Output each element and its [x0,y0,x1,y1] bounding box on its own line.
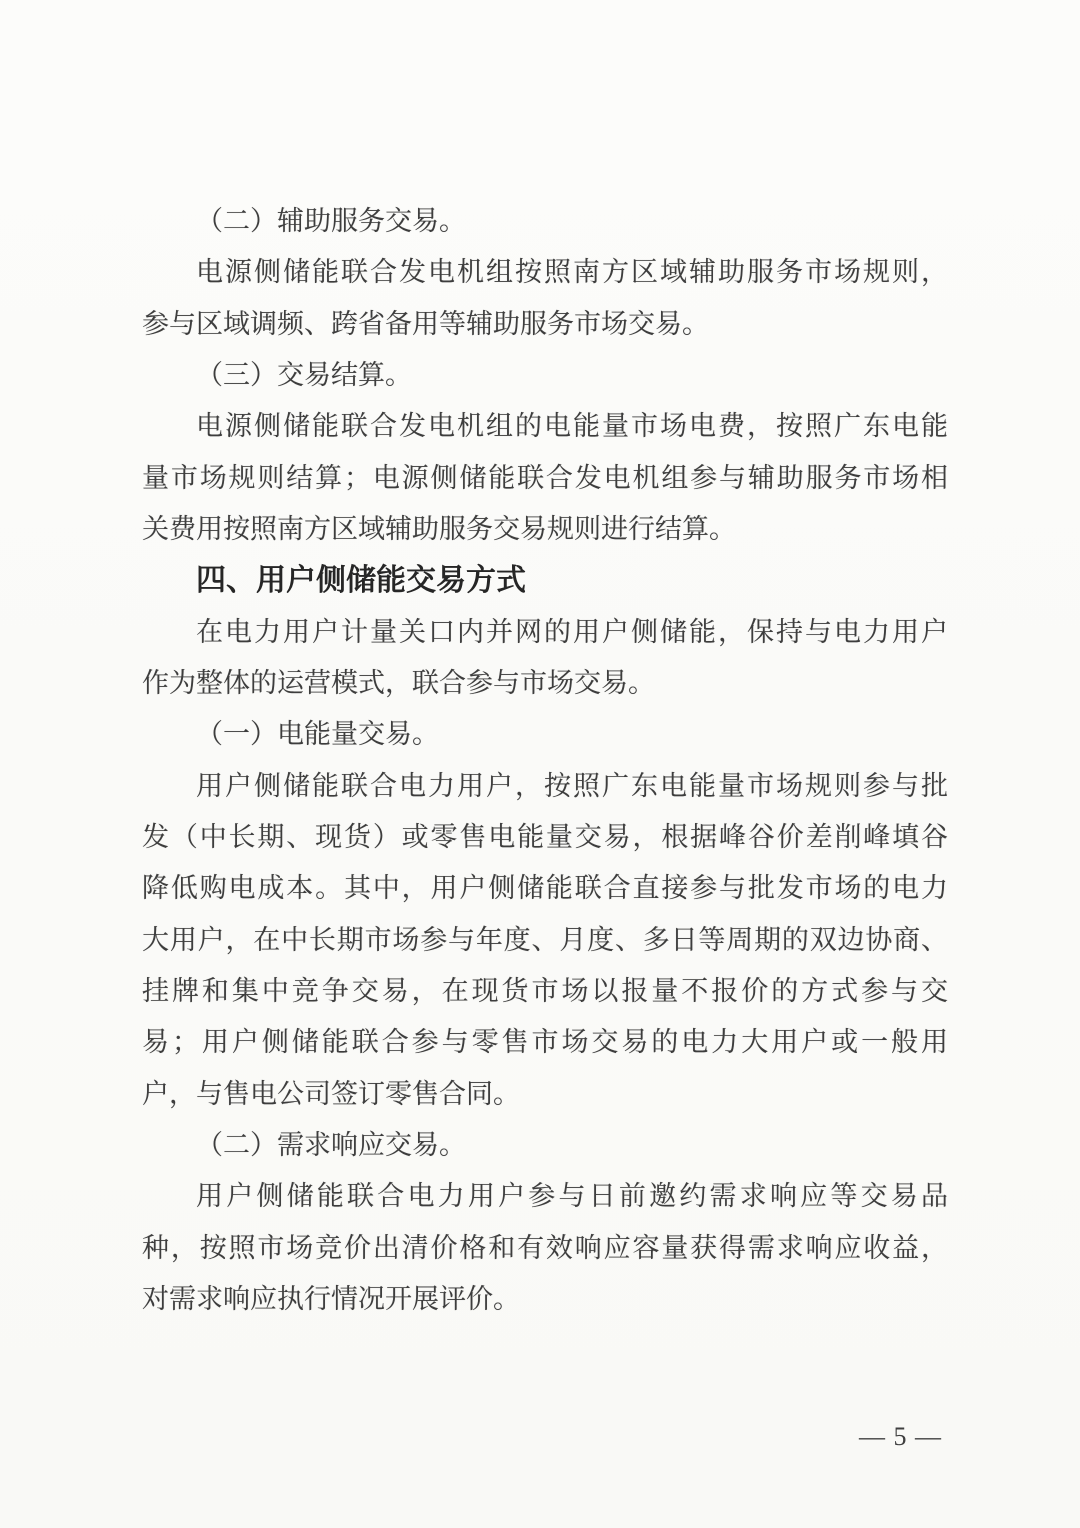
document-line: （一）电能量交易。 [196,719,439,750]
document-line: 量市场规则结算；电源侧储能联合发电机组参与辅助服务市场相 [142,462,948,493]
document-line: 对需求响应执行情况开展评价。 [142,1283,520,1314]
document-line: 发（中长期、现货）或零售电能量交易，根据峰谷价差削峰填谷 [142,821,948,852]
document-line: 降低购电成本。其中，用户侧储能联合直接参与批发市场的电力 [142,873,948,904]
document-line: 关费用按照南方区域辅助服务交易规则进行结算。 [142,513,736,544]
document-line: 作为整体的运营模式，联合参与市场交易。 [142,667,655,698]
document-line: 户，与售电公司签订零售合同。 [142,1078,520,1109]
document-line: （二）辅助服务交易。 [196,206,466,236]
document-line: （三）交易结算。 [196,359,412,390]
document-line: 易；用户侧储能联合参与零售市场交易的电力大用户或一般用 [142,1027,948,1058]
document-line: 参与区域调频、跨省备用等辅助服务市场交易。 [142,308,709,339]
page-number: — 5 — [859,1422,942,1451]
section-heading: 四、用户侧储能交易方式 [196,564,526,598]
document-line: 挂牌和集中竞争交易，在现货市场以报量不报价的方式参与交 [142,975,948,1006]
document-line: 大用户，在中长期市场参与年度、月度、多日等周期的双边协商、 [142,924,948,955]
document-line: （二）需求响应交易。 [196,1129,466,1160]
document-line: 电源侧储能联合发电机组按照南方区域辅助服务市场规则， [196,257,948,288]
document-line: 电源侧储能联合发电机组的电能量市场电费，按照广东电能 [196,411,948,442]
document-line: 种，按照市场竞价出清价格和有效响应容量获得需求响应收益， [142,1232,948,1263]
document-line: 用户侧储能联合电力用户，按照广东电能量市场规则参与批 [196,770,948,801]
text-block [142,196,948,1325]
document-line: 用户侧储能联合电力用户参与日前邀约需求响应等交易品 [196,1181,948,1212]
document-line: 在电力用户计量关口内并网的用户侧储能，保持与电力用户 [196,616,948,647]
